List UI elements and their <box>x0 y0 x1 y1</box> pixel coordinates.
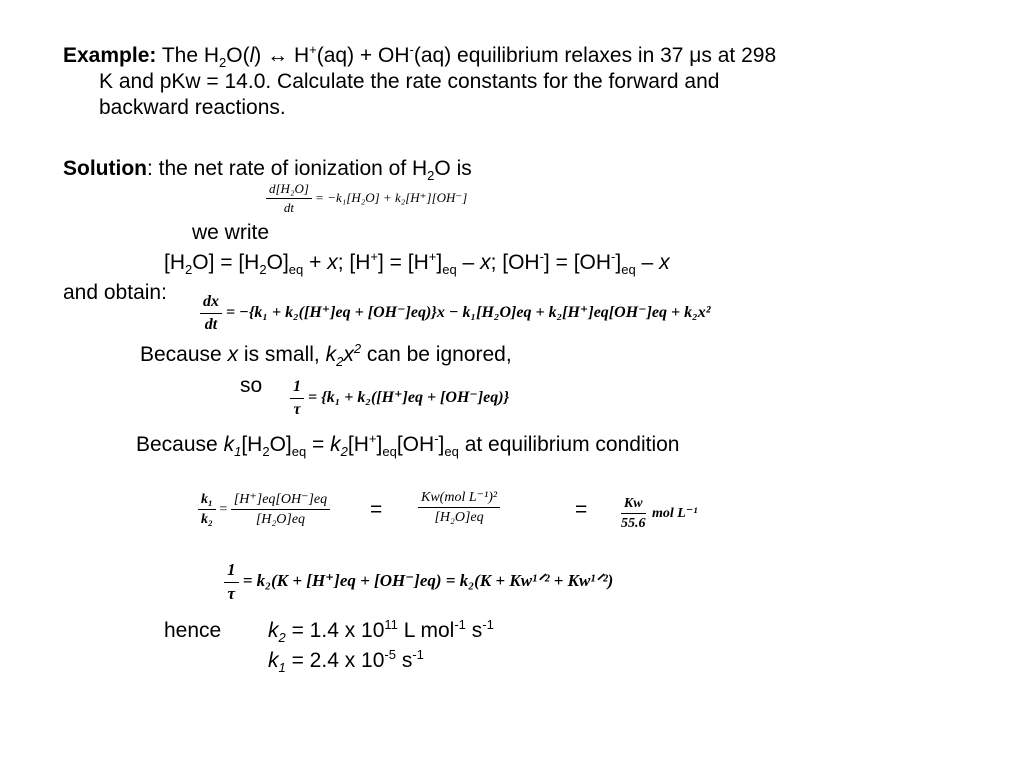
ratio-equation-part-3: $\frac{Kw}{55.6}$ mol L⁻¹ <box>621 496 698 532</box>
dx-dt-equation: $\frac{dx}{dt}$ = −{k₁ + k₂([H⁺]eq + [OH⁻]eq)}x − k₁[H₂O]eq + k₂[H⁺]eq[OH⁻]eq + k₂x² <box>200 293 711 333</box>
substitution-line: $[H_2O] = [H_2O]_{eq} + x$; $[H^+] = [H^+]_{eq} - x$; $[OH^-] = [OH^-]_{eq} - x$ <box>164 249 670 278</box>
rate-equation: $\frac{\text{d[H₂O]}}{dt}$ = −k₁[H₂O] + k₂[H⁺][OH⁻] <box>266 182 467 216</box>
example-line-2: K and pKw = 14.0. Calculate the rate constants for the forward and <box>99 70 720 93</box>
hence-text: hence <box>164 619 222 642</box>
equals-sign-1: = <box>370 498 383 521</box>
we-write-text: we write <box>192 221 270 244</box>
example-line-1: Example: The $H_2O(l)$ ↔ H+(aq) + OH-(aq) equilibrium relaxes in 37 μs at 298 <box>63 42 777 71</box>
k2-result: $k_2 = 1.4$ x $10^{11}$ L mol$^{-1}$ $s^{-1}$ <box>268 617 494 646</box>
solution-line: Solution: the net rate of ionization of $H_2O$ is <box>63 157 472 184</box>
equilibrium-condition-line: Because $k_1[H_2O]_{eq} = k_2[H^+]_{eq}[OH^-]_{eq}$ at equilibrium condition <box>136 431 680 460</box>
solution-label: Solution <box>63 157 147 180</box>
tau-kw-equation: $\frac{1}{\tau}$ = k₂(K + [H⁺]eq + [OH⁻]eq) = k₂(K + Kw¹ᐟ² + Kw¹ᐟ²) <box>224 561 613 603</box>
example-label: Example: <box>63 44 157 67</box>
ratio-equation-part-2: $\frac{\text{Kw(mol L⁻¹)²}}{\text{[H₂O]eq}}$ <box>418 490 500 526</box>
because-small-line: Because x is small, $k_2x^2$ can be ignored, <box>140 341 512 370</box>
k1-result: $k_1 = 2.4$ x $10^{-5}$ $s^{-1}$ <box>268 647 424 676</box>
equals-sign-2: = <box>575 498 588 521</box>
so-text: so <box>240 374 263 397</box>
ratio-equation-part-1: $\frac{\text{k₁}}{\text{k₂}}$ = $\frac{[H^+]eq[OH^-]eq}{\text{[H₂O]eq}}$ <box>198 492 330 528</box>
and-obtain-text: and obtain: <box>63 281 167 304</box>
example-line-3: backward reactions. <box>99 96 286 119</box>
tau-equation: $\frac{1}{\tau}$ = {k₁ + k₂([H⁺]eq + [OH⁻]eq)} <box>290 378 509 418</box>
